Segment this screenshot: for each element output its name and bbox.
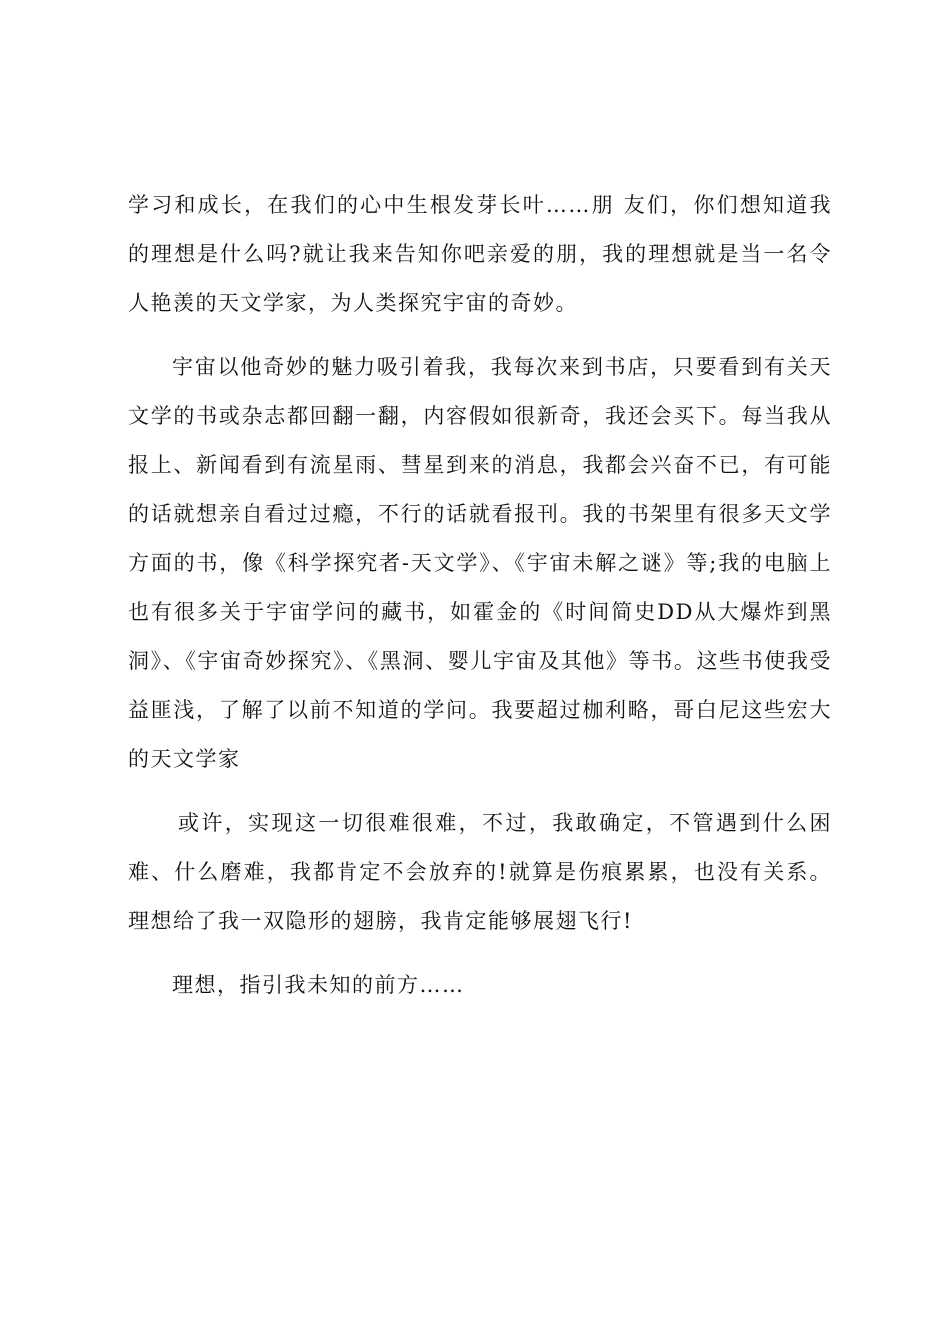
- paragraph-3: 或许，实现这一切很难很难，不过，我敢确定，不管遇到什么困难、什么磨难，我都肯定不会放弃的!就算是伤痕累累，也没有关系。理想给了我一双隐形的翅膀，我肯定能够展翅飞行!: [128, 811, 832, 933]
- paragraph-2: 宇宙以他奇妙的魅力吸引着我，我每次来到书店，只要看到有关天文学的书或杂志都回翻一翻，内容假如很新奇，我还会买下。每当我从报上、新闻看到有流星雨、彗星到来的消息，我都会兴奋不已，有可能的话就想亲自看过过瘾，不行的话就看报刊。我的书架里有很多天文学方面的书，像《科学探究者-天文学》、《宇宙未解之谜》等;我的电脑上也有很多关于宇宙学问的藏书，如霍金的《时间简史DD从大爆炸到黑洞》、《宇宙奇妙探究》、《黑洞、婴儿宇宙及其他》等书。这些书使我受益匪浅，了解了以前不知道的学问。我要超过枷利略，哥白尼这些宏大的天文学家: [128, 355, 832, 771]
- paragraph-4: 理想，指引我未知的前方……: [172, 973, 465, 997]
- paragraph-1: 学习和成长，在我们的心中生根发芽长叶……朋 友们，你们想知道我的理想是什么吗?就让我来告知你吧亲爱的朋，我的理想就是当一名令人艳羡的天文学家，为人类探究宇宙的奇妙。: [128, 193, 832, 315]
- document-body: [128, 181, 832, 1010]
